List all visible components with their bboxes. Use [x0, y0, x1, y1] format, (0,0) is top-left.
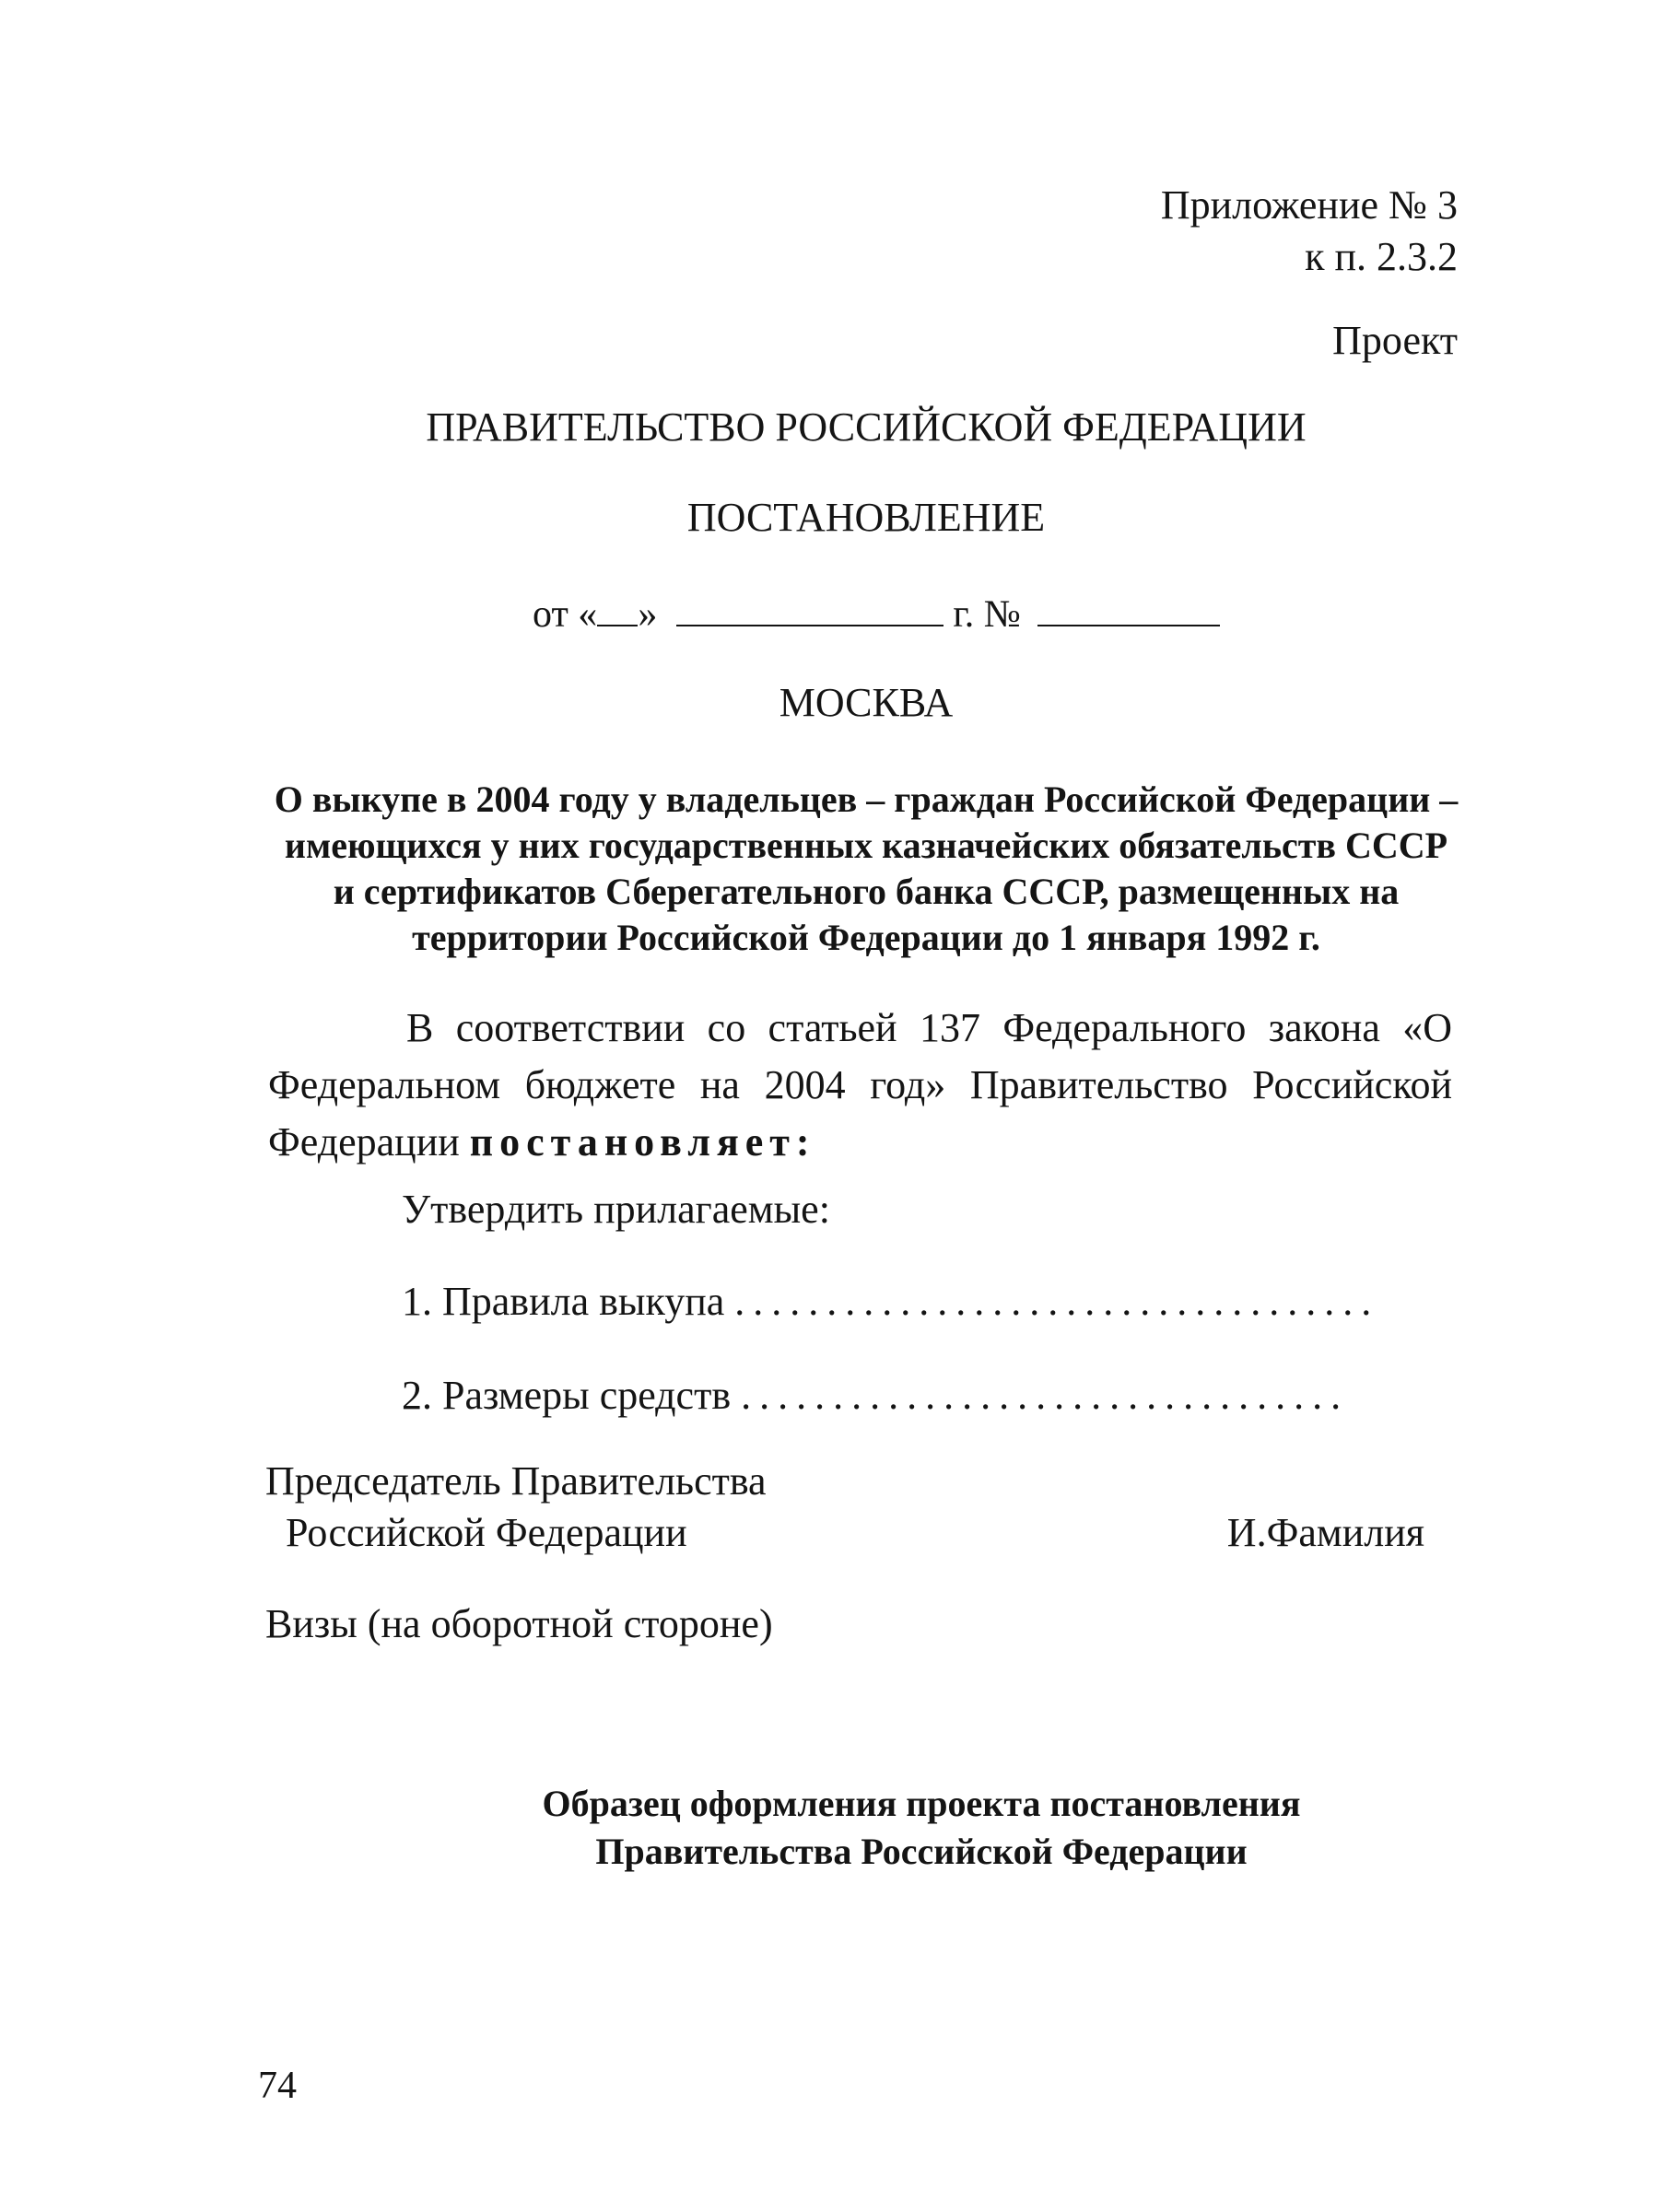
- appendix-line: Приложение № 3: [1160, 182, 1458, 228]
- subject-line-1: О выкупе в 2004 году у владельцев – граждан Российской Федерации –: [274, 778, 1459, 820]
- subject-line-4: территории Российской Федерации до 1 января 1992 г.: [412, 917, 1320, 958]
- government-title: ПРАВИТЕЛЬСТВО РОССИЙСКОЙ ФЕДЕРАЦИИ: [426, 404, 1307, 450]
- subject-line-2: имеющихся у них государственных казначейских обязательств СССР: [284, 825, 1448, 866]
- item-dots: .................................: [741, 1373, 1350, 1418]
- sample-caption: [111, 1780, 1676, 1876]
- day-blank: [597, 590, 638, 626]
- city-label: МОСКВА: [779, 680, 954, 725]
- item-label: 2. Размеры средств: [402, 1373, 732, 1418]
- project-label: Проект: [1332, 318, 1458, 363]
- date-quote-close: »: [638, 593, 658, 636]
- signer-position-line-1: Председатель Правительства: [265, 1458, 767, 1504]
- date-number-line: [533, 590, 1220, 638]
- caption-line-1: Образец оформления проекта постановления: [542, 1783, 1301, 1824]
- year-number-label: г. №: [953, 593, 1021, 636]
- date-prefix: от «: [533, 593, 598, 636]
- visas-note: Визы (на оборотной стороне): [265, 1601, 773, 1646]
- month-blank: [676, 590, 943, 626]
- appendix-header: [1161, 180, 1458, 283]
- number-blank: [1037, 590, 1220, 626]
- signer-position-line-2: Российской Федерации: [286, 1510, 687, 1555]
- paragraph-reference: к п. 2.3.2: [1305, 234, 1458, 279]
- list-item: [402, 1370, 1349, 1422]
- document-type: ПОСТАНОВЛЕНИЕ: [686, 495, 1046, 540]
- subject-line-3: и сертификатов Сберегательного банка СССР, размещенных на: [333, 871, 1400, 912]
- paragraph-emphasis: постановляет:: [469, 1119, 816, 1165]
- paragraph-text: В соответствии со статьей 137 Федерального закона «О Федеральном бюджете на 2004 год» Правительство Российской Федерации: [268, 1005, 1452, 1165]
- approve-line: Утвердить прилагаемые:: [402, 1187, 830, 1232]
- item-dots: ...................................: [734, 1279, 1380, 1324]
- list-item: [402, 1276, 1379, 1328]
- item-label: 1. Правила выкупа: [402, 1279, 725, 1324]
- resolution-paragraph: [268, 1000, 1452, 1171]
- caption-line-2: Правительства Российской Федерации: [595, 1831, 1248, 1872]
- page-number: 74: [258, 2065, 297, 2107]
- signer-name: И.Фамилия: [1226, 1510, 1424, 1555]
- signer-position: [265, 1456, 767, 1559]
- subject-heading: [0, 777, 1676, 961]
